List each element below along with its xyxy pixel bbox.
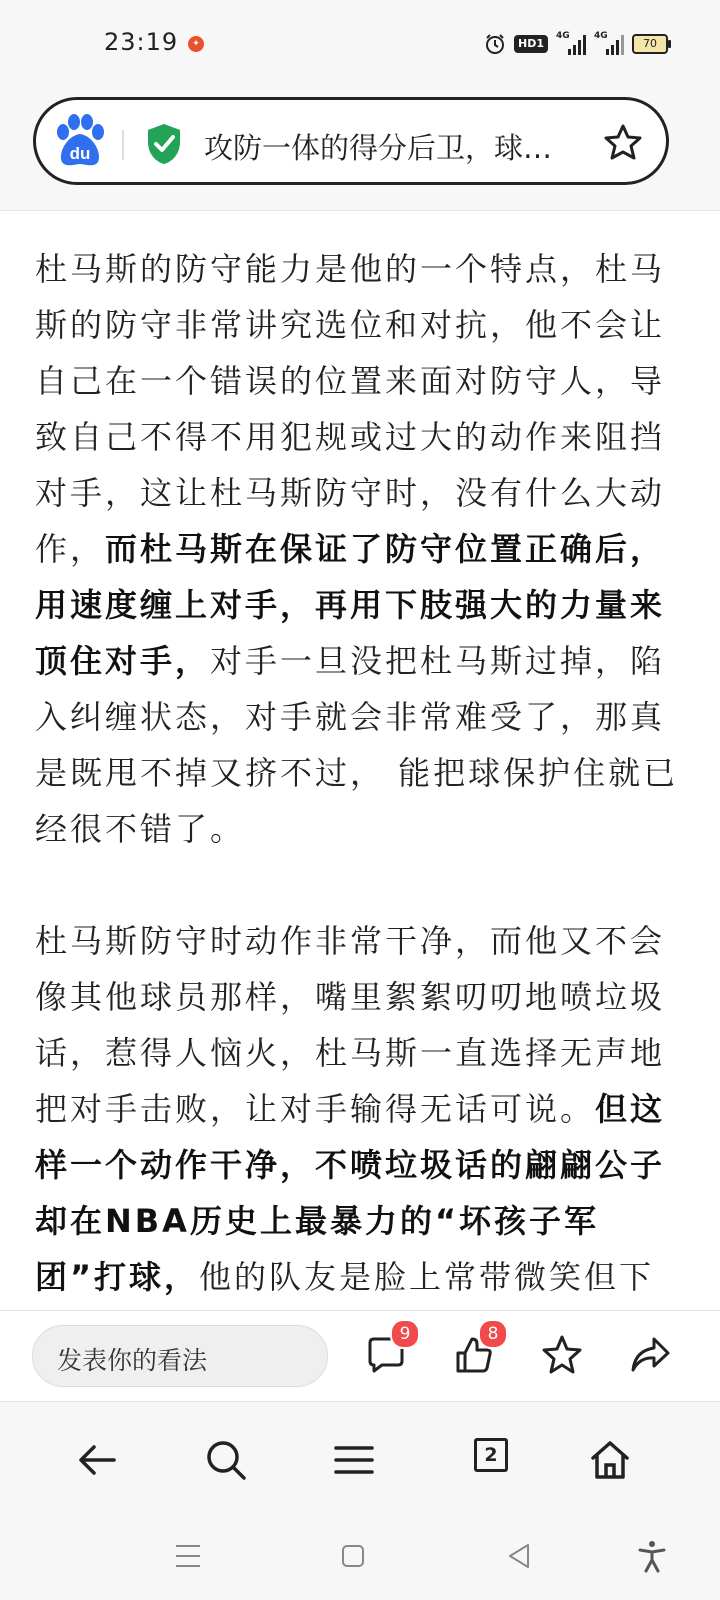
search-icon[interactable] bbox=[204, 1438, 248, 1482]
comment-button[interactable] bbox=[364, 1324, 411, 1377]
recents-icon[interactable] bbox=[172, 1540, 204, 1572]
hd-voice-icon: HD1 bbox=[514, 35, 548, 53]
system-back-icon[interactable] bbox=[504, 1540, 536, 1572]
address-bar[interactable] bbox=[33, 97, 669, 185]
baidu-logo[interactable] bbox=[54, 114, 106, 168]
share-button[interactable] bbox=[628, 1333, 672, 1377]
comment-input[interactable]: 发表你的看法 bbox=[32, 1325, 328, 1387]
star-icon bbox=[540, 1333, 584, 1377]
alarm-icon bbox=[484, 33, 506, 55]
comment-count-badge: 9 bbox=[390, 1319, 420, 1349]
accessibility-icon[interactable] bbox=[636, 1540, 668, 1572]
page-title[interactable]: 攻防一体的得分后卫，球… bbox=[204, 131, 553, 165]
signal-icon-sim2: 4G bbox=[594, 33, 624, 55]
svg-text:du: du bbox=[69, 144, 91, 163]
browser-nav-bar bbox=[0, 1401, 720, 1512]
signal-icon-sim1: 4G bbox=[556, 33, 586, 55]
home-button-icon[interactable] bbox=[337, 1540, 369, 1572]
system-nav-bar bbox=[0, 1512, 720, 1600]
bookmark-star-icon[interactable] bbox=[602, 122, 644, 164]
back-arrow-icon[interactable] bbox=[76, 1438, 120, 1482]
clock: 23:19 bbox=[104, 28, 179, 56]
status-bar bbox=[0, 0, 720, 90]
like-button[interactable] bbox=[452, 1324, 499, 1377]
article-body bbox=[0, 211, 720, 1311]
paragraph-1: 杜马斯的防守能力是他的一个特点，杜马斯的防守非常讲究选位和对抗，他不会让自己在一个错误的位置来面对防守人，导致自己不得不用犯规或过大的动作来阻挡对手，这让杜马斯防守时，没有什么大动作，而杜马斯在保证了防守位置正确后，用速度缠上对手，再用下肢强大的力量来顶住对手，对手一旦没把杜马斯过掉，陷入纠缠状态，对手就会非常难受了，那真是既甩不掉又挤不过， 能把球保护住就已经很不错了。 bbox=[35, 250, 679, 848]
status-icons bbox=[484, 30, 668, 58]
tabs-count-button[interactable]: 2 bbox=[474, 1438, 508, 1472]
home-icon[interactable] bbox=[588, 1438, 632, 1482]
like-count-badge: 8 bbox=[478, 1319, 508, 1349]
favorite-button[interactable] bbox=[540, 1333, 584, 1377]
weibo-icon: ✦ bbox=[188, 36, 204, 52]
menu-icon[interactable] bbox=[332, 1438, 376, 1482]
comment-toolbar bbox=[0, 1310, 720, 1401]
paragraph-2: 杜马斯防守时动作非常干净，而他又不会像其他球员那样，嘴里絮絮叨叨地喷垃圾话，惹得人恼火，杜马斯一直选择无声地把对手击败，让对手输得无话可说。但这样一个动作干净，不喷垃圾话的翩翩公子却在NBA历史上最暴力的“坏孩子军团”打球，他的队友是脸上常带微笑但下 bbox=[35, 922, 666, 1296]
shield-check-icon[interactable] bbox=[144, 122, 184, 166]
battery-icon: 70 bbox=[632, 34, 668, 54]
address-divider bbox=[122, 130, 124, 160]
share-icon bbox=[628, 1333, 672, 1377]
